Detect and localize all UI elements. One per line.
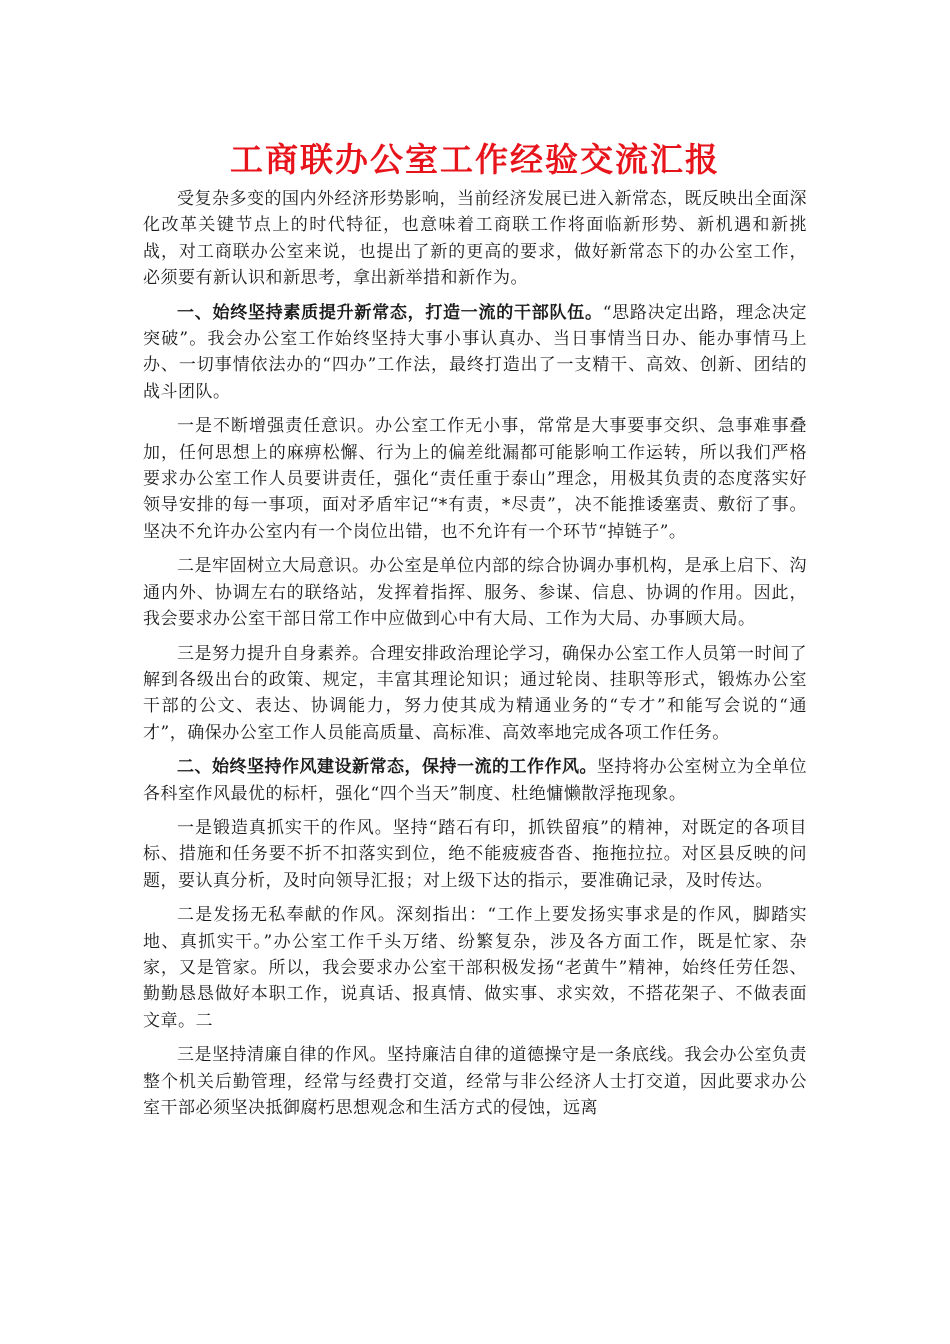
paragraph-text: 二是发扬无私奉献的作风。深刻指出：“工作上要发扬实事求是的作风，脚踏实地、真抓实干。”办公室工作千头万绪、纷繁复杂，涉及各方面工作，既是忙家、杂家，又是管家。所以，我会要求办公室干部积极发扬“老黄牛”精神，始终任劳任怨、勤勤恳恳做好本职工作，说真话、报真情、做实事、求实效，不搭花架子、不做表面文章。二 (143, 905, 807, 1031)
paragraph-text: 受复杂多变的国内外经济形势影响，当前经济发展已进入新常态，既反映出全面深化改革关键节点上的时代特征，也意味着工商联工作将面临新形势、新机遇和新挑战，对工商联办公室来说，也提出了新的更高的要求，做好新常态下的办公室工作，必须要有新认识和新思考，拿出新举措和新作为。 (143, 189, 807, 289)
paragraph-text: 三是坚持清廉自律的作风。坚持廉洁自律的道德操守是一条底线。我会办公室负责整个机关后勤管理，经常与经费打交道，经常与非公经济人士打交道，因此要求办公室干部必须坚决抵御腐朽思想观念和生活方式的侵蚀，远离 (143, 1045, 807, 1118)
paragraph-overall-view (143, 553, 807, 632)
paragraph-text: 三是努力提升自身素养。合理安排政治理论学习，确保办公室工作人员第一时间了解到各级出台的政策、规定，丰富其理论知识；通过轮岗、挂职等形式，锻炼办公室干部的公文、表达、协调能力，努力使其成为精通业务的“专才”和能写会说的“通才”，确保办公室工作人员能高质量、高标准、高效率地完成各项工作任务。 (143, 643, 807, 743)
document-body (143, 186, 807, 1129)
paragraph-integrity (143, 1042, 807, 1121)
paragraph-dedication (143, 902, 807, 1034)
paragraph-self-improvement (143, 641, 807, 747)
paragraph-responsibility (143, 413, 807, 545)
document-title: 工商联办公室工作经验交流汇报 (230, 140, 720, 179)
section-heading: 一、始终坚持素质提升新常态，打造一流的干部队伍。 (177, 302, 603, 323)
paragraph-practical-style (143, 815, 807, 894)
section-one-paragraph (143, 300, 807, 406)
paragraph-text: 一是锻造真抓实干的作风。坚持“踏石有印，抓铁留痕”的精神，对既定的各项目标、措施和任务要不折不扣落实到位，绝不能疲疲沓沓、拖拖拉拉。对区县反映的问题，要认真分析，及时向领导汇报；对上级下达的指示，要准确记录，及时传达。 (143, 817, 807, 891)
section-two-paragraph (143, 754, 807, 807)
paragraph-text: 坚持将办公室树立为全单位各科室作风最优的标杆，强化“四个当天”制度、杜绝慵懒散浮拖现象。 (143, 757, 807, 804)
section-heading: 二、始终坚持作风建设新常态，保持一流的工作作风。 (177, 757, 597, 778)
paragraph-text: 一是不断增强责任意识。办公室工作无小事，常常是大事要事交织、急事难事叠加，任何思想上的麻痹松懈、行为上的偏差纰漏都可能影响工作运转，所以我们严格要求办公室工作人员要讲责任，强化“责任重于泰山”理念，用极其负责的态度落实好领导安排的每一事项，面对矛盾牢记“*有责，*尽责”，决不能推诿塞责、敷衍了事。坚决不允许办公室内有一个岗位出错，也不允许有一个环节“掉链子”。 (143, 416, 807, 542)
paragraph-text: “思路决定出路，理念决定突破”。我会办公室工作始终坚持大事小事认真办、当日事情当日办、能办事情马上办、一切事情依法办的“四办”工作法，最终打造出了一支精干、高效、创新、团结的战斗团队。 (143, 302, 808, 402)
paragraph-intro (143, 186, 807, 292)
paragraph-text: 二是牢固树立大局意识。办公室是单位内部的综合协调办事机构，是承上启下、沟通内外、协调左右的联络站，发挥着指挥、服务、参谋、信息、协调的作用。因此，我会要求办公室干部日常工作中应做到心中有大局、工作为大局、办事顾大局。 (143, 556, 807, 630)
